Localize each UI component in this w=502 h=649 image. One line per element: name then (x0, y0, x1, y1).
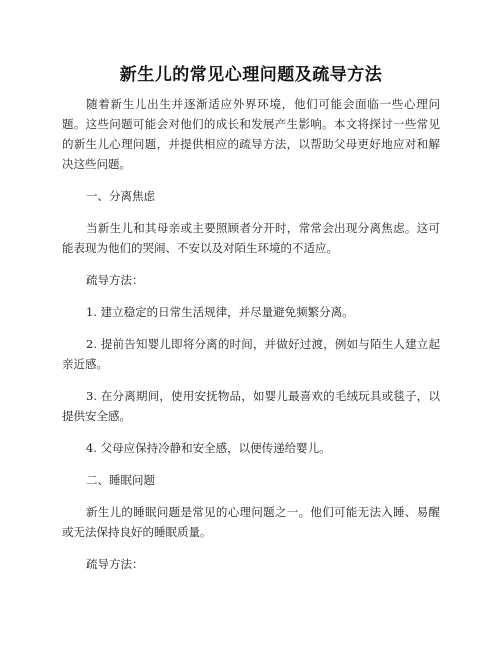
method-item: 1. 建立稳定的日常生活规律，并尽量避免频繁分离。 (86, 305, 354, 319)
intro-paragraph: 随着新生儿出生并逐渐适应外界环境，他们可能会面临一些心理问题。这些问题可能会对他们的成长和发展产生影响。本文将探讨一些常见的新生儿心理问题，并提供相应的疏导方法，以帮助父母更好地应对和解决这些问题。 (62, 97, 440, 171)
document-title: 新生儿的常见心理问题及疏导方法 (119, 65, 383, 85)
method-label-separation-anxiety: 疏导方法： (86, 273, 144, 287)
method-item: 4. 父母应保持冷静和安全感，以便传递给婴儿。 (86, 441, 331, 455)
document-body (62, 94, 440, 586)
section-description-sleep-problems: 新生儿的睡眠问题是常见的心理问题之一。他们可能无法入睡、易醒或无法保持良好的睡眠质量。 (62, 505, 440, 539)
method-item: 3. 在分离期间，使用安抚物品，如婴儿最喜欢的毛绒玩具或毯子，以提供安全感。 (62, 389, 440, 423)
method-label-sleep-problems: 疏导方法： (86, 557, 144, 571)
method-item: 2. 提前告知婴儿即将分离的时间，并做好过渡，例如与陌生人建立起亲近感。 (62, 337, 440, 371)
section-heading-separation-anxiety: 一、分离焦虑 (86, 189, 155, 203)
section-heading-sleep-problems: 二、睡眠问题 (86, 473, 155, 487)
section-description-separation-anxiety: 当新生儿和其母亲或主要照顾者分开时，常常会出现分离焦虑。这可能表现为他们的哭闹、不安以及对陌生环境的不适应。 (62, 221, 440, 255)
